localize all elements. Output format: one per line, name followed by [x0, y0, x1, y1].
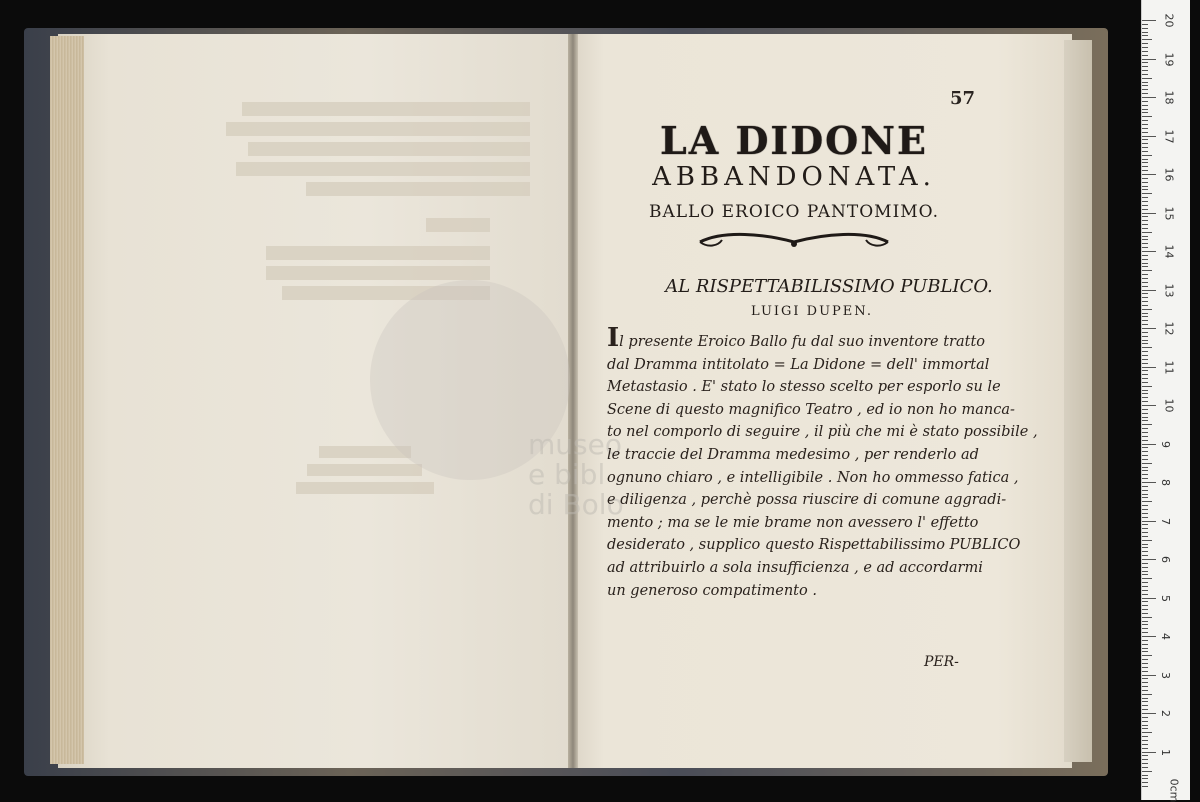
ruler-tick — [1142, 782, 1148, 783]
ruler-tick — [1142, 582, 1148, 583]
ruler-tick — [1142, 490, 1148, 491]
ruler-number: 15 — [1162, 206, 1176, 220]
ruler-tick — [1142, 105, 1148, 106]
ruler-tick — [1142, 182, 1148, 183]
ruler-number: 0cm — [1167, 778, 1181, 802]
ruler-tick — [1142, 301, 1148, 302]
ruler-tick — [1142, 247, 1148, 248]
ruler-tick — [1142, 594, 1148, 595]
ruler-tick — [1142, 363, 1148, 364]
ruler-tick — [1142, 748, 1148, 749]
ruler-number: 14 — [1162, 244, 1176, 259]
ruler-tick — [1142, 213, 1156, 214]
ruler-tick — [1142, 732, 1152, 733]
body-line: un generoso compatimento . — [607, 582, 817, 599]
ruler-tick — [1142, 644, 1148, 645]
body-line: e diligenza , perchè possa riuscire di comune aggradi- — [607, 492, 1007, 509]
ruler-tick — [1142, 293, 1148, 294]
ruler-tick — [1142, 32, 1148, 33]
ruler-tick — [1142, 609, 1148, 610]
ruler-tick — [1142, 320, 1148, 321]
ruler-tick — [1142, 193, 1152, 194]
ruler-tick — [1142, 667, 1148, 668]
ruler-tick — [1142, 405, 1156, 406]
ruler-tick — [1142, 328, 1156, 329]
ruler-tick — [1142, 721, 1148, 722]
ruler-tick — [1142, 336, 1148, 337]
ruler-tick — [1142, 705, 1148, 706]
ruler-tick — [1142, 482, 1156, 483]
ruler-tick — [1142, 374, 1148, 375]
ruler-tick — [1142, 586, 1148, 587]
ruler-tick — [1142, 93, 1148, 94]
ruler-tick — [1142, 209, 1148, 210]
ruler-tick — [1142, 632, 1148, 633]
ruler-tick — [1142, 78, 1152, 79]
ruler-tick — [1142, 605, 1148, 606]
ruler-number: 7 — [1159, 517, 1172, 525]
ruler-tick — [1142, 186, 1148, 187]
ruler-tick — [1142, 313, 1148, 314]
ruler-tick — [1142, 621, 1148, 622]
ruler-number: 11 — [1162, 360, 1176, 374]
ruler-number: 5 — [1159, 594, 1172, 602]
ruler-tick — [1142, 28, 1148, 29]
ruler-number: 10 — [1162, 398, 1176, 413]
ruler-tick — [1142, 513, 1148, 514]
ruler-tick — [1142, 675, 1156, 676]
ruler-tick — [1142, 178, 1148, 179]
ruler-tick — [1142, 197, 1148, 198]
ruler-tick — [1142, 470, 1148, 471]
ruler-tick — [1142, 274, 1148, 275]
ruler-tick — [1142, 51, 1148, 52]
body-line: Metastasio . E' stato lo stesso scelto per esporlo su le — [607, 379, 1001, 396]
body-line: desiderato , supplico questo Rispettabilissimo PUBLICO — [607, 537, 1021, 554]
ruler-tick — [1142, 440, 1148, 441]
title-line-1: LA DIDONE — [660, 118, 928, 163]
ruler-tick — [1142, 43, 1148, 44]
ruler-tick — [1142, 220, 1148, 221]
ruler-tick — [1142, 436, 1148, 437]
ruler-number: 1 — [1159, 748, 1172, 756]
ruler-tick — [1142, 174, 1156, 175]
ruler-tick — [1142, 55, 1148, 56]
ruler-tick — [1142, 736, 1148, 737]
ruler-tick — [1142, 451, 1148, 452]
body-line: Scene di questo magnifico Teatro , ed io non ho manca- — [607, 401, 1015, 418]
ruler-tick — [1142, 266, 1148, 267]
ruler-number: 19 — [1162, 52, 1176, 66]
ruler-tick — [1142, 659, 1148, 660]
ruler-tick — [1142, 393, 1148, 394]
ruler-tick — [1142, 20, 1156, 21]
ruler-tick — [1142, 162, 1148, 163]
measurement-ruler — [1141, 0, 1190, 800]
ruler-number: 2 — [1159, 710, 1172, 717]
ruler-tick — [1142, 420, 1148, 421]
ruler-tick — [1142, 347, 1152, 348]
ruler-tick — [1142, 189, 1148, 190]
ruler-tick — [1142, 486, 1148, 487]
ruler-tick — [1142, 139, 1148, 140]
ruler-tick — [1142, 547, 1148, 548]
ruler-tick — [1142, 432, 1148, 433]
dedication-body — [607, 323, 1038, 602]
ruler-tick — [1142, 332, 1148, 333]
ruler-tick — [1142, 740, 1148, 741]
ruler-tick — [1142, 286, 1148, 287]
ruler-tick — [1142, 89, 1148, 90]
ruler-tick — [1142, 297, 1148, 298]
ruler-tick — [1142, 463, 1152, 464]
ruler-tick — [1142, 540, 1152, 541]
ruler-tick — [1142, 698, 1148, 699]
ruler-tick — [1142, 763, 1148, 764]
ruler-tick — [1142, 694, 1152, 695]
ruler-tick — [1142, 97, 1156, 98]
ruler-tick — [1142, 655, 1152, 656]
ruler-tick — [1142, 413, 1148, 414]
ruler-tick — [1142, 155, 1152, 156]
ruler-tick — [1142, 205, 1148, 206]
ruler-tick — [1142, 474, 1148, 475]
ruler-number: 4 — [1159, 633, 1172, 640]
ruler-number: 8 — [1159, 479, 1172, 486]
ruler-tick — [1142, 401, 1148, 402]
ruler-tick — [1142, 532, 1148, 533]
ruler-tick — [1142, 66, 1148, 67]
ruler-tick — [1142, 628, 1148, 629]
ruler-tick — [1142, 759, 1148, 760]
ruler-tick — [1142, 678, 1148, 679]
ruler-tick — [1142, 74, 1148, 75]
ruler-number: 6 — [1159, 556, 1172, 563]
ruler-tick — [1142, 501, 1152, 502]
ruler-tick — [1142, 478, 1148, 479]
ruler-tick — [1142, 467, 1148, 468]
body-line: to nel comporlo di seguire , il più che mi è stato possibile , — [607, 424, 1038, 441]
ruler-tick — [1142, 397, 1148, 398]
ruler-tick — [1142, 563, 1148, 564]
ruler-tick — [1142, 455, 1148, 456]
ruler-tick — [1142, 725, 1148, 726]
ruler-tick — [1142, 578, 1152, 579]
ruler-tick — [1142, 690, 1148, 691]
ruler-tick — [1142, 59, 1156, 60]
right-page-edge — [1064, 40, 1092, 762]
ruler-tick — [1142, 62, 1148, 63]
body-line: ad attribuirlo a sola insufficienza , e ad accordarmi — [607, 559, 983, 576]
ruler-tick — [1142, 370, 1148, 371]
ruler-tick — [1142, 367, 1156, 368]
ruler-tick — [1142, 459, 1148, 460]
ruler-number: 16 — [1162, 167, 1176, 182]
ruler-tick — [1142, 239, 1148, 240]
page-edges — [50, 36, 84, 764]
ruler-tick — [1142, 359, 1148, 360]
ruler-tick — [1142, 786, 1148, 787]
ruler-tick — [1142, 778, 1148, 779]
ruler-tick — [1142, 686, 1148, 687]
ruler-tick — [1142, 136, 1156, 137]
ruler-tick — [1142, 316, 1148, 317]
ruler-tick — [1142, 228, 1148, 229]
ruler-tick — [1142, 771, 1152, 772]
ruler-number: 12 — [1162, 321, 1176, 336]
ruler-tick — [1142, 386, 1152, 387]
ruler-tick — [1142, 571, 1148, 572]
ruler-tick — [1142, 536, 1148, 537]
ornament-divider-icon — [694, 228, 894, 254]
page-number: 57 — [950, 88, 976, 109]
watermark-text: museo e bibl di Bolo — [528, 428, 624, 521]
ruler-tick — [1142, 671, 1148, 672]
ruler-tick — [1142, 517, 1148, 518]
ruler-tick — [1142, 648, 1148, 649]
ruler-tick — [1142, 82, 1148, 83]
ruler-tick — [1142, 232, 1152, 233]
ruler-tick — [1142, 251, 1156, 252]
ruler-tick — [1142, 775, 1148, 776]
author-name: LUIGI DUPEN. — [751, 304, 873, 319]
ruler-tick — [1142, 717, 1148, 718]
ruler-tick — [1142, 343, 1148, 344]
ruler-tick — [1142, 340, 1148, 341]
ruler-tick — [1142, 528, 1148, 529]
ruler-tick — [1142, 112, 1148, 113]
body-line: mento ; ma se le mie brame non avessero l' effetto — [607, 514, 979, 531]
ruler-tick — [1142, 728, 1148, 729]
body-line: le traccie del Dramma medesimo , per renderlo ad — [607, 446, 979, 463]
ruler-tick — [1142, 590, 1148, 591]
ruler-tick — [1142, 663, 1148, 664]
ruler-tick — [1142, 35, 1148, 36]
ruler-tick — [1142, 124, 1148, 125]
ruler-tick — [1142, 524, 1148, 525]
ruler-tick — [1142, 505, 1148, 506]
ruler-tick — [1142, 143, 1148, 144]
ruler-tick — [1142, 424, 1152, 425]
ruler-tick — [1142, 259, 1148, 260]
ruler-number: 17 — [1162, 129, 1176, 143]
ruler-tick — [1142, 255, 1148, 256]
ruler-tick — [1142, 201, 1148, 202]
ruler-tick — [1142, 624, 1148, 625]
ruler-tick — [1142, 263, 1148, 264]
ruler-tick — [1142, 101, 1148, 102]
ruler-tick — [1142, 767, 1148, 768]
dedication-heading: AL RISPETTABILISSIMO PUBLICO. — [665, 276, 993, 297]
ruler-tick — [1142, 752, 1156, 753]
ruler-tick — [1142, 282, 1148, 283]
ruler-tick — [1142, 613, 1148, 614]
ruler-tick — [1142, 47, 1148, 48]
ruler-tick — [1142, 755, 1148, 756]
ruler-tick — [1142, 378, 1148, 379]
ruler-tick — [1142, 713, 1156, 714]
body-line: Il presente Eroico Ballo fu dal suo inventore tratto — [607, 323, 986, 353]
title-line-2: ABBANDONATA. — [652, 162, 936, 192]
ruler-tick — [1142, 428, 1148, 429]
ruler-tick — [1142, 290, 1156, 291]
ruler-tick — [1142, 224, 1148, 225]
ruler-tick — [1142, 497, 1148, 498]
ruler-number: 9 — [1159, 440, 1172, 448]
ruler-tick — [1142, 151, 1148, 152]
ruler-tick — [1142, 85, 1148, 86]
ruler-number: 20 — [1162, 13, 1176, 28]
ruler-tick — [1142, 216, 1148, 217]
ruler-tick — [1142, 351, 1148, 352]
ruler-tick — [1142, 567, 1148, 568]
ruler-tick — [1142, 120, 1148, 121]
ruler-tick — [1142, 355, 1148, 356]
title-line-3: BALLO EROICO PANTOMIMO. — [648, 202, 940, 222]
ruler-tick — [1142, 509, 1148, 510]
ruler-tick — [1142, 24, 1148, 25]
ruler-tick — [1142, 444, 1156, 445]
ruler-tick — [1142, 382, 1148, 383]
ruler-tick — [1142, 494, 1148, 495]
ruler-tick — [1142, 243, 1148, 244]
catchword: PER- — [924, 654, 959, 670]
ruler-tick — [1142, 324, 1148, 325]
ruler-tick — [1142, 701, 1148, 702]
ruler-tick — [1142, 39, 1152, 40]
ruler-tick — [1142, 170, 1148, 171]
ruler-tick — [1142, 601, 1148, 602]
ruler-tick — [1142, 551, 1148, 552]
ruler-tick — [1142, 709, 1148, 710]
ruler-tick — [1142, 651, 1148, 652]
body-line: ognuno chiaro , e intelligibile . Non ho ommesso fatica , — [607, 469, 1019, 486]
ruler-tick — [1142, 278, 1148, 279]
ruler-tick — [1142, 309, 1152, 310]
ruler-tick — [1142, 636, 1156, 637]
drop-cap: I — [607, 323, 620, 353]
ruler-tick — [1142, 390, 1148, 391]
ruler-tick — [1142, 236, 1148, 237]
ruler-tick — [1142, 132, 1148, 133]
ruler-tick — [1142, 521, 1156, 522]
ruler-number: 18 — [1162, 90, 1176, 105]
ruler-tick — [1142, 574, 1148, 575]
ruler-tick — [1142, 555, 1148, 556]
ruler-tick — [1142, 447, 1148, 448]
body-line: dal Dramma intitolato = La Didone = dell' immortal — [607, 356, 990, 373]
ruler-tick — [1142, 409, 1148, 410]
ruler-tick — [1142, 617, 1152, 618]
ruler-number: 13 — [1162, 283, 1176, 297]
ruler-tick — [1142, 70, 1148, 71]
ruler-tick — [1142, 270, 1152, 271]
ruler-tick — [1142, 109, 1148, 110]
ruler-tick — [1142, 305, 1148, 306]
ruler-tick — [1142, 559, 1156, 560]
ruler-tick — [1142, 640, 1148, 641]
ruler-tick — [1142, 147, 1148, 148]
ruler-tick — [1142, 744, 1148, 745]
ruler-tick — [1142, 544, 1148, 545]
ruler-number: 3 — [1159, 671, 1172, 679]
ruler-tick — [1142, 128, 1148, 129]
ruler-tick — [1142, 682, 1148, 683]
ruler-tick — [1142, 166, 1148, 167]
ruler-tick — [1142, 598, 1156, 599]
ruler-tick — [1142, 417, 1148, 418]
ruler-tick — [1142, 159, 1148, 160]
ruler-tick — [1142, 116, 1152, 117]
